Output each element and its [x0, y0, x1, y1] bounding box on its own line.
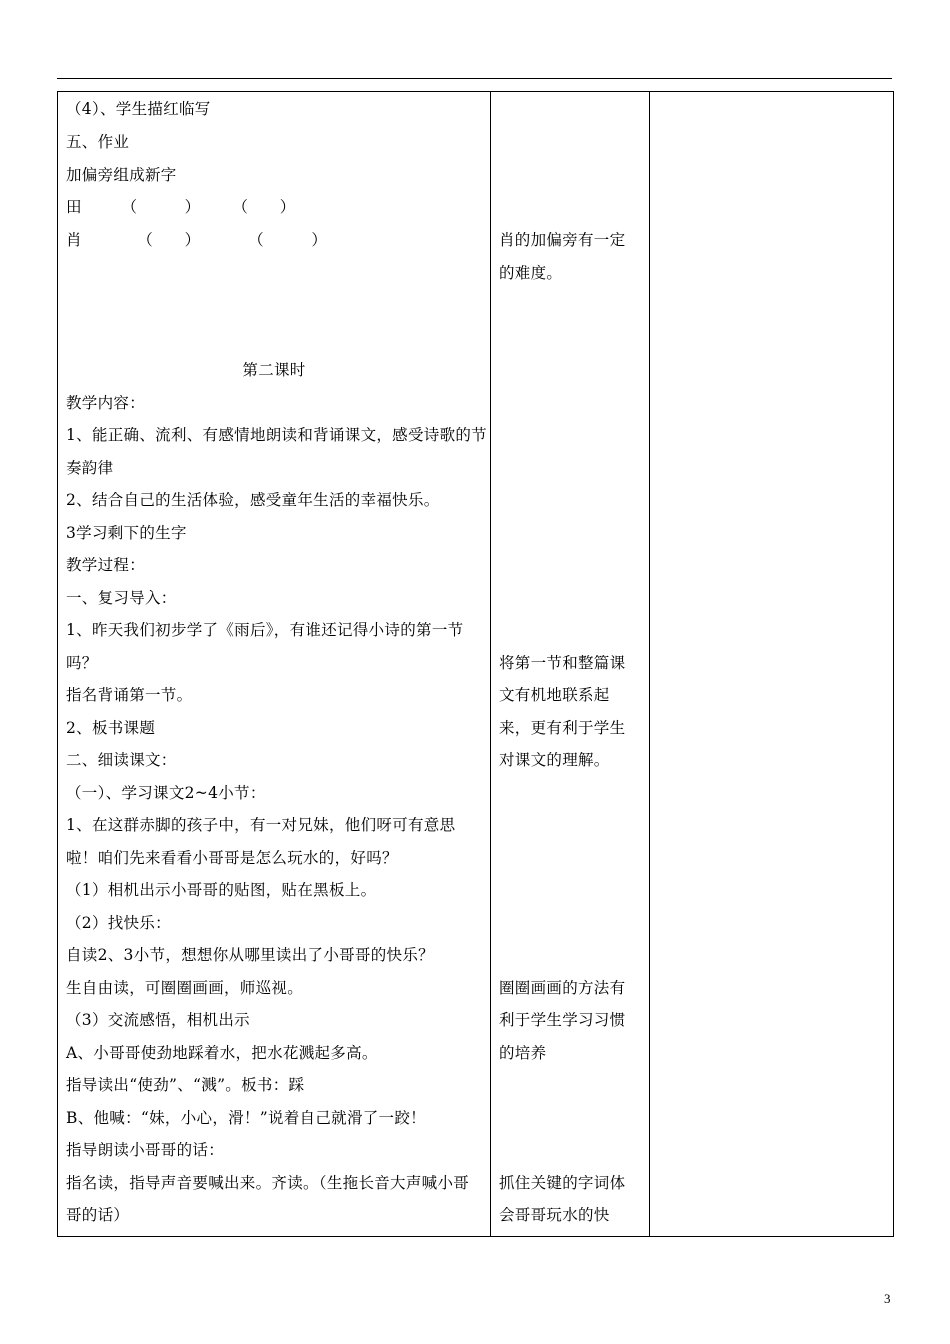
lesson-plan-table: [57, 91, 894, 1237]
text-line: （3）交流感悟，相机出示: [66, 1011, 250, 1029]
text-line: 1、昨天我们初步学了《雨后》，有谁还记得小诗的第一节: [66, 621, 464, 639]
text-line: 啦！咱们先来看看小哥哥是怎么玩水的，好吗？: [66, 849, 398, 867]
text-line: （1）相机出示小哥哥的贴图，贴在黑板上。: [66, 881, 377, 899]
text-line: 二、细读课文：: [66, 751, 177, 769]
text-line: 肖 （ ） （ ）: [66, 231, 328, 249]
text-line: 教学过程：: [66, 556, 146, 574]
table-row: [58, 92, 894, 1237]
text-line: 教学内容：: [66, 394, 146, 412]
text-line: 一、复习导入：: [66, 589, 177, 607]
text-line: 奏韵律: [66, 459, 114, 477]
text-line: 2、板书课题: [66, 719, 156, 737]
text-line: 2、结合自己的生活体验，感受童年生活的幸福快乐。: [66, 491, 440, 509]
note-line: 圈圈画画的方法有: [499, 979, 626, 997]
note-line: 利于学生学习习惯: [499, 1011, 626, 1029]
text-line: 田 （ ） （ ）: [66, 198, 296, 216]
note-line: 抓住关键的字词体: [499, 1174, 626, 1192]
text-line: 吗？: [66, 654, 98, 672]
text-line: 1、在这群赤脚的孩子中，有一对兄妹，他们呀可有意思: [66, 816, 456, 834]
text-line: 哥的话）: [66, 1206, 130, 1224]
note-line: 将第一节和整篇课: [499, 654, 626, 672]
note-line: 对课文的理解。: [499, 751, 610, 769]
note-line: 肖的加偏旁有一定: [499, 231, 626, 249]
note-line: 来，更有利于学生: [499, 719, 626, 737]
text-line: 生自由读，可圈圈画画，师巡视。: [66, 979, 304, 997]
text-line: 加偏旁组成新字: [66, 166, 177, 184]
text-line: 3学习剩下的生字: [66, 524, 187, 542]
header-rule: [57, 78, 892, 79]
design-notes-cell: [491, 92, 650, 1237]
note-line: 的培养: [499, 1044, 547, 1062]
text-line: 指导朗读小哥哥的话：: [66, 1141, 225, 1159]
text-line: （2）找快乐：: [66, 914, 171, 932]
text-line: 指名读，指导声音要喊出来。齐读。（生拖长音大声喊小哥: [66, 1174, 470, 1192]
text-line: 五、作业: [66, 133, 130, 151]
text-line: （4）、学生描红临写: [66, 100, 211, 118]
text-line: 1、能正确、流利、有感情地朗读和背诵课文，感受诗歌的节: [66, 426, 487, 444]
text-line: 指导读出“使劲”、“溅”。板书：踩: [66, 1076, 305, 1094]
text-line: （一）、学习课文2~4小节：: [66, 784, 266, 802]
teaching-process-cell: [58, 92, 491, 1237]
note-line: 文有机地联系起: [499, 686, 610, 704]
page-number: 3: [884, 1291, 891, 1306]
note-line: 的难度。: [499, 264, 563, 282]
text-line: 自读2、3小节，想想你从哪里读出了小哥哥的快乐？: [66, 946, 434, 964]
text-line: A、小哥哥使劲地踩着水，把水花溅起多高。: [66, 1044, 378, 1062]
note-line: 会哥哥玩水的快: [499, 1206, 610, 1224]
empty-column-cell: [650, 92, 894, 1237]
section-heading: 第二课时: [242, 361, 306, 379]
text-line: B、他喊：“妹，小心，滑！”说着自己就滑了一跤！: [66, 1109, 426, 1127]
text-line: 指名背诵第一节。: [66, 686, 193, 704]
